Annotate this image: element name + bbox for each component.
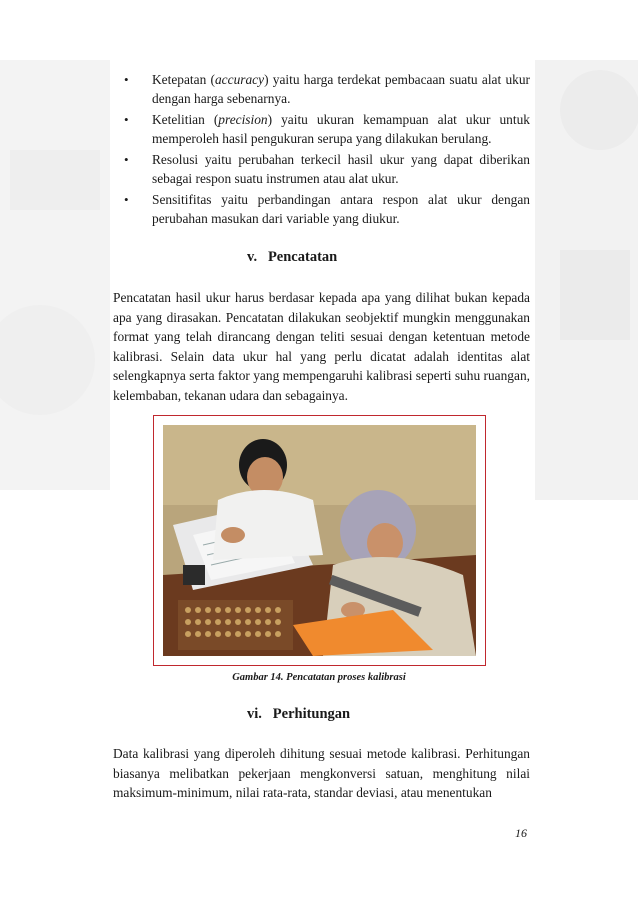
definition-list: [118, 70, 530, 230]
item-text: ) yaitu harga terdekat pembacaan suatu alat ukur dengan harga sebenarnya.: [152, 72, 530, 106]
figure-frame: [153, 415, 486, 666]
section-heading-vi: [247, 706, 350, 723]
item-text: ) yaitu ukuran kemampuan alat ukur untuk memperoleh hasil pengukuran serupa yang dilakukan berulang.: [152, 112, 530, 146]
bullet-icon: •: [124, 152, 129, 167]
item-text: Ketepatan (: [152, 72, 215, 87]
item-text: Sensitifitas yaitu perbandingan antara respon alat ukur dengan perubahan masukan dari variable yang diukur.: [152, 192, 530, 226]
paragraph-perhitungan: Data kalibrasi yang diperoleh dihitung sesuai metode kalibrasi. Perhitungan biasanya melibatkan pekerjaan mengkonversi satuan, menghitung nilai maksimum-minimum, nilai rata-rata, standar deviasi, atau menentukan: [113, 746, 530, 800]
item-text: Resolusi yaitu perubahan terkecil hasil ukur yang dapat diberikan sebagai respon suatu instrumen atau alat ukur.: [152, 152, 530, 186]
section-number: vi.: [247, 706, 262, 722]
list-item: [118, 110, 530, 148]
item-term: precision: [218, 112, 268, 127]
page-number: 16: [515, 826, 527, 840]
list-item: [118, 150, 530, 188]
figure-caption: Gambar 14. Pencatatan proses kalibrasi: [232, 672, 406, 683]
bullet-icon: •: [124, 112, 129, 127]
section-number: v.: [247, 249, 258, 265]
section-title: Pencatatan: [267, 249, 338, 265]
list-item: [118, 190, 530, 228]
paragraph-pencatatan: Pencatatan hasil ukur harus berdasar kepada apa yang dilihat bukan kepada apa yang dirasakan. Pencatatan dilakukan seobjektif mungkin menggunakan format yang telah dirancang dengan teliti sesuai dengan ketentuan metode kalibrasi. Selain data ukur hal yang perlu dicatat adalah identitas alat selengkapnya serta faktor yang mempengaruhi kalibrasi seperti suhu ruangan, kelembaban, tekanan udara dan sebagainya.: [113, 290, 530, 403]
list-item: [118, 70, 530, 108]
item-text: Ketelitian (: [152, 112, 219, 127]
bullet-icon: •: [124, 72, 129, 87]
calibration-photo: [163, 425, 476, 656]
section-title: Perhitungan: [272, 706, 351, 722]
section-heading-v: [247, 249, 337, 266]
item-term: accuracy: [214, 72, 265, 87]
bullet-icon: •: [124, 192, 129, 207]
